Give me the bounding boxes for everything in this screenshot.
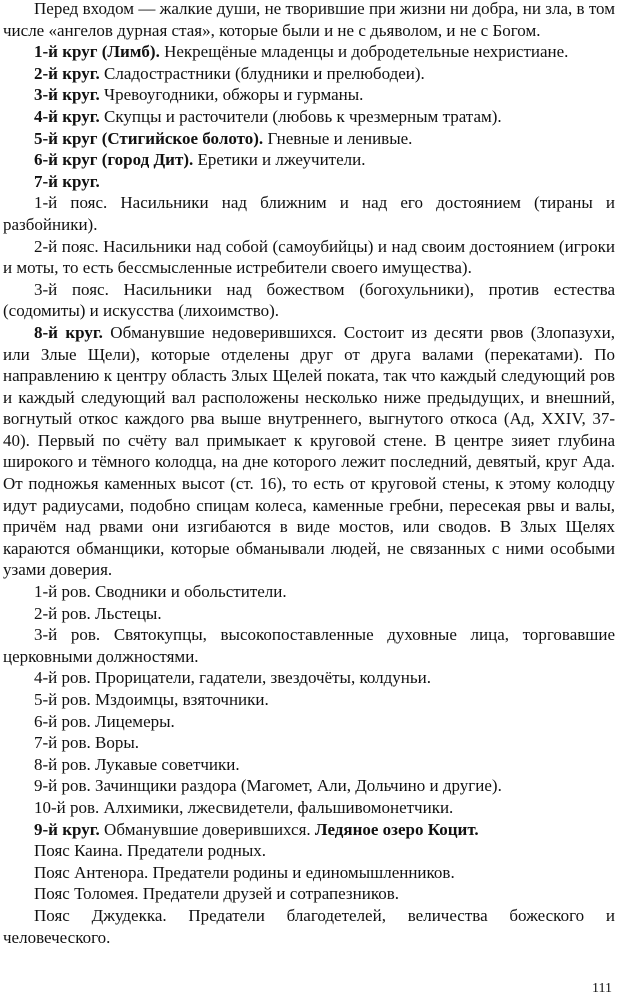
- paragraph-heading: 1-й круг (Лимб).: [34, 42, 160, 62]
- paragraph: [3, 149, 615, 171]
- paragraph-emphasis: Ледяное озеро Коцит.: [314, 819, 479, 839]
- paragraph: [3, 171, 615, 193]
- paragraph: [3, 106, 615, 128]
- paragraph: [3, 581, 615, 603]
- paragraph-heading: 8-й круг.: [34, 322, 103, 342]
- paragraph-heading: 5-й круг (Стигийское болото).: [34, 128, 264, 148]
- paragraph: [3, 883, 615, 905]
- paragraph: [3, 41, 615, 63]
- paragraph: [3, 754, 615, 776]
- paragraph-text: 2-й пояс. Насильники над собой (самоубийцы) и над своим достоянием (игроки и моты, то есть бессмысленные истребители своего имущества).: [3, 236, 615, 278]
- paragraph: [3, 322, 615, 581]
- paragraph: [3, 128, 615, 150]
- paragraph: [3, 862, 615, 884]
- paragraph-text: Пояс Каина. Предатели родных.: [34, 841, 267, 861]
- paragraph-text: 4-й ров. Прорицатели, гадатели, звездочёты, колдуньи.: [34, 668, 431, 688]
- paragraph-text: Обманувшие доверившихся.: [99, 819, 315, 839]
- page-number: 111: [592, 981, 612, 996]
- paragraph-text: 3-й ров. Святокупцы, высокопоставленные духовные лица, торговавшие церковными должностями.: [3, 625, 615, 666]
- paragraph-text: Пояс Толомея. Предатели друзей и сотрапезников.: [34, 884, 399, 904]
- paragraph-heading: 3-й круг.: [34, 85, 100, 105]
- paragraph: [3, 775, 615, 797]
- paragraph-heading: 6-й круг (город Дит).: [34, 150, 194, 170]
- body-text: [3, 0, 615, 948]
- paragraph-text: Сладострастники (блудники и прелюбодеи).: [99, 63, 425, 83]
- paragraph: [3, 624, 615, 667]
- paragraph: [3, 689, 615, 711]
- paragraph-heading: 9-й круг.: [34, 819, 100, 839]
- paragraph: [3, 732, 615, 754]
- paragraph-heading: 4-й круг.: [34, 106, 100, 126]
- paragraph: [3, 279, 615, 322]
- paragraph: [3, 840, 615, 862]
- paragraph-text: Гневные и ленивые.: [263, 128, 413, 148]
- paragraph: [3, 603, 615, 625]
- paragraph-text: 1-й пояс. Насильники над ближним и над его достоянием (тираны и разбойники).: [3, 193, 615, 234]
- paragraph: [3, 236, 615, 279]
- paragraph: [3, 0, 615, 41]
- paragraph-text: Скупцы и расточители (любовь к чрезмерным тратам).: [99, 106, 502, 126]
- paragraph: [3, 63, 615, 85]
- paragraph: [3, 711, 615, 733]
- paragraph: [3, 667, 615, 689]
- paragraph-text: 10-й ров. Алхимики, лжесвидетели, фальшивомонетчики.: [34, 797, 454, 817]
- paragraph-text: Пояс Антенора. Предатели родины и единомышленников.: [34, 862, 455, 882]
- paragraph-text: Обманувшие недоверившихся. Состоит из десяти рвов (Злопазухи, или Злые Щели), которые отделены друг от друга валами (перекатами). По направлению к центру область Злых Щелей поката, так что каждый следующий ров и каждый следующий вал расположены несколько ниже предыдущих, и внешний, вогнутый откос каждого рва выше внутреннего, выгнутого откоса (Ад, XXIV, 37-40). Первый по счёту вал примыкает к круговой стене. В центре зияет глубина широкого и тёмного колодца, на дне которого лежит последний, девятый, круг Ада. От подножья каменных высот (ст. 16), то есть от круговой стены, к этому колодцу идут радиусами, подобно спицам колеса, каменные гребни, пересекая рвы и валы, причём над рвами они изгибаются в виде мостов, или сводов. В Злых Щелях караются обманщики, которые обманывали людей, не связанных с ними особыми узами доверия.: [3, 322, 615, 580]
- paragraph: [3, 819, 615, 841]
- paragraph: [3, 797, 615, 819]
- paragraph-text: 5-й ров. Мздоимцы, взяточники.: [34, 690, 269, 709]
- paragraph: [3, 84, 615, 106]
- paragraph-text: 1-й ров. Сводники и обольстители.: [34, 582, 287, 602]
- paragraph-text: Чревоугодники, обжоры и гурманы.: [99, 85, 364, 105]
- paragraph-text: 2-й ров. Льстецы.: [34, 603, 162, 623]
- paragraph-text: Некрещёные младенцы и добродетельные нехристиане.: [159, 42, 569, 62]
- paragraph-text: 6-й ров. Лицемеры.: [34, 711, 175, 731]
- paragraph-text: 9-й ров. Зачинщики раздора (Магомет, Али, Дольчино и другие).: [34, 776, 502, 796]
- paragraph-text: 8-й ров. Лукавые советчики.: [34, 754, 240, 774]
- paragraph-text: Еретики и лжеучители.: [193, 150, 366, 170]
- paragraph: [3, 905, 615, 948]
- paragraph-heading: 7-й круг.: [34, 171, 100, 191]
- paragraph-text: 3-й пояс. Насильники над божеством (богохульники), против естества (содомиты) и искусства (лихоимство).: [3, 279, 615, 321]
- paragraph-heading: 2-й круг.: [34, 63, 100, 83]
- paragraph-text: Пояс Джудекка. Предатели благодетелей, величества божеского и человеческого.: [3, 905, 615, 947]
- paragraph-text: 7-й ров. Воры.: [34, 733, 140, 753]
- paragraph-text: Перед входом — жалкие души, не творившие при жизни ни добра, ни зла, в том числе «ангелов дурная стая», которые были и не с дьяволом, и не с Богом.: [3, 0, 615, 40]
- paragraph: [3, 192, 615, 235]
